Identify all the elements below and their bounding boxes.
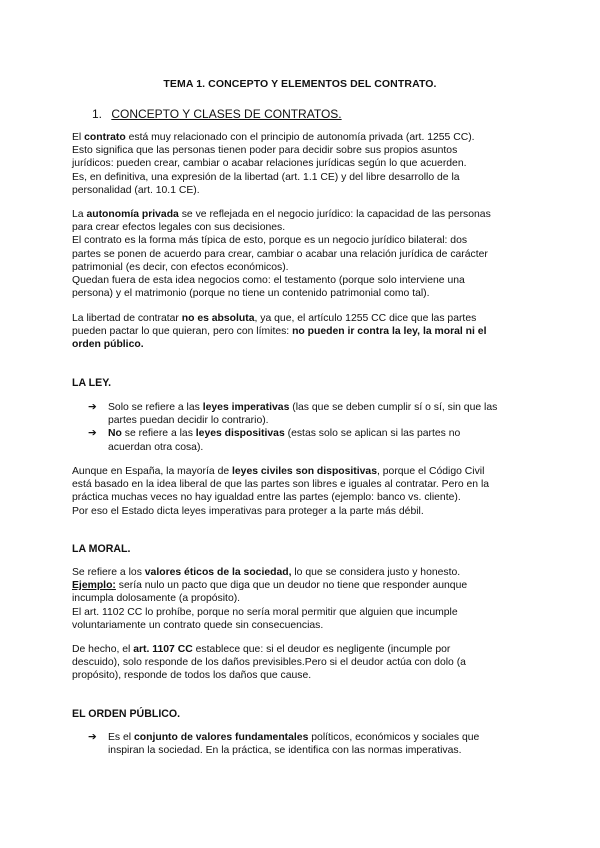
text: políticos, económicos y sociales que <box>308 732 480 743</box>
text-line: Esto significa que las personas tienen poder para decidir sobre sus propios asuntos <box>72 145 458 157</box>
text-line: persona) y el matrimonio (porque no tiene un contenido patrimonial como tal). <box>72 288 430 300</box>
text: Aunque en España, la mayoría de <box>72 466 233 477</box>
text: (las que se deben cumplir sí o sí, sin que las <box>289 402 498 413</box>
paragraph-contrato <box>72 131 532 197</box>
text: lo que se considera justo y honesto. <box>291 567 461 578</box>
paragraph-libertad <box>72 312 532 352</box>
text: inspiran la sociedad. En la práctica, se identifica con las normas imperativas. <box>108 745 462 757</box>
bold-term: autonomía privada <box>86 209 179 220</box>
text: Es el <box>108 732 134 743</box>
text-line: incumpla dolosamente (a propósito). <box>72 593 241 605</box>
bold-term: conjunto de valores fundamentales <box>134 732 309 743</box>
text: se refiere a las <box>121 428 196 440</box>
bold-term: leyes civiles son dispositivas <box>232 466 377 477</box>
text: acuerdan otra cosa). <box>108 441 204 453</box>
text-line: voluntariamente un contrato quede sin consecuencias. <box>72 619 324 631</box>
text: está muy relacionado con el principio de autonomía privada (art. 1255 CC). <box>125 132 475 143</box>
heading-la-ley: LA LEY. <box>72 377 112 389</box>
bold-term: leyes imperativas <box>202 402 290 413</box>
bullet-list-orden <box>88 731 528 757</box>
text-line: propósito), responde de todos los daños que cause. <box>72 670 312 682</box>
text-line: jurídicos: pueden crear, cambiar o acabar relaciones jurídicas según lo que acuerden. <box>72 158 467 170</box>
text: , ya que, el artículo 1255 CC dice que las partes <box>254 313 477 324</box>
text-line: para crear efectos legales con sus decisiones. <box>72 222 286 234</box>
bold-term: no es absoluta <box>181 313 255 324</box>
text-line: práctica muchas veces no hay igualdad entre las partes (ejemplo: banco vs. cliente). <box>72 492 461 504</box>
text: sería nulo un pacto que diga que un deudor no tiene que responder aunque <box>115 580 468 592</box>
bold-term: no pueden ir contra la ley, la moral ni el <box>292 326 487 338</box>
text-line: Es, en definitiva, una expresión de la libertad (art. 1.1 CE) y del libre desarrollo de la <box>72 171 460 183</box>
paragraph-art-1107 <box>72 643 532 683</box>
text-line: Quedan fuera de esta idea negocios como: el testamento (porque solo interviene una <box>72 275 465 287</box>
text: La libertad de contratar <box>72 313 182 324</box>
text-line: Por eso el Estado dicta leyes imperativas para proteger a la parte más débil. <box>72 505 424 517</box>
text: La <box>72 209 87 220</box>
paragraph-ley <box>72 465 532 518</box>
section-heading-1 <box>92 107 342 121</box>
bold-term: contrato <box>84 132 126 143</box>
list-item <box>88 731 528 757</box>
text: se ve reflejada en el negocio jurídico: la capacidad de las personas <box>178 209 491 220</box>
paragraph-moral <box>72 566 532 632</box>
text-line: patrimonial (es decir, con efectos económicos). <box>72 261 289 273</box>
text: De hecho, el <box>72 644 134 655</box>
heading-la-moral: LA MORAL. <box>72 543 131 555</box>
text: Solo se refiere a las <box>108 402 203 413</box>
text: El <box>72 132 85 143</box>
page-title: TEMA 1. CONCEPTO Y ELEMENTOS DEL CONTRATO. <box>163 78 437 90</box>
bold-term: No <box>108 428 122 440</box>
text: establece que: si el deudor es negligente (incumple por <box>192 644 451 655</box>
bold-term: valores éticos de la sociedad, <box>144 567 292 578</box>
paragraph-autonomia <box>72 208 532 300</box>
bold-term: leyes dispositivas <box>195 428 285 440</box>
heading-orden-publico: EL ORDEN PÚBLICO. <box>72 708 181 720</box>
text: , porque el Código Civil <box>376 466 485 477</box>
text-line: partes se ponen de acuerdo para crear, cambiar o acabar una relación jurídica de carácter <box>72 248 488 260</box>
text-line: El art. 1102 CC lo prohíbe, porque no sería moral permitir que alguien que incumple <box>72 606 458 618</box>
arrow-bullet-icon: ➔ <box>88 732 97 743</box>
arrow-bullet-icon: ➔ <box>88 402 97 413</box>
bold-term: orden público. <box>72 339 144 351</box>
text-line: personalidad (art. 10.1 CE). <box>72 184 200 196</box>
arrow-bullet-icon: ➔ <box>88 428 97 440</box>
text: partes puedan decidir lo contrario). <box>108 415 269 427</box>
text: (estas solo se aplican si las partes no <box>284 428 461 440</box>
text-line: descuido), solo responde de los daños previsibles.Pero si el deudor actúa con dolo (a <box>72 657 466 669</box>
section-number: 1. <box>92 107 103 121</box>
list-item <box>88 427 528 453</box>
text: pueden pactar lo que quieran, pero con límites: <box>72 326 293 338</box>
text-line: El contrato es la forma más típica de esto, porque es un negocio jurídico bilateral: dos <box>72 235 468 247</box>
text: Se refiere a los <box>72 567 145 578</box>
bullet-list-ley <box>88 401 528 454</box>
section-title: CONCEPTO Y CLASES DE CONTRATOS. <box>111 107 342 121</box>
example-label: Ejemplo: <box>72 580 116 592</box>
bold-term: art. 1107 CC <box>133 644 193 655</box>
text-line: está basado en la idea liberal de que las partes son libres e iguales al contratar. Pero en la <box>72 479 490 491</box>
list-item <box>88 401 528 427</box>
